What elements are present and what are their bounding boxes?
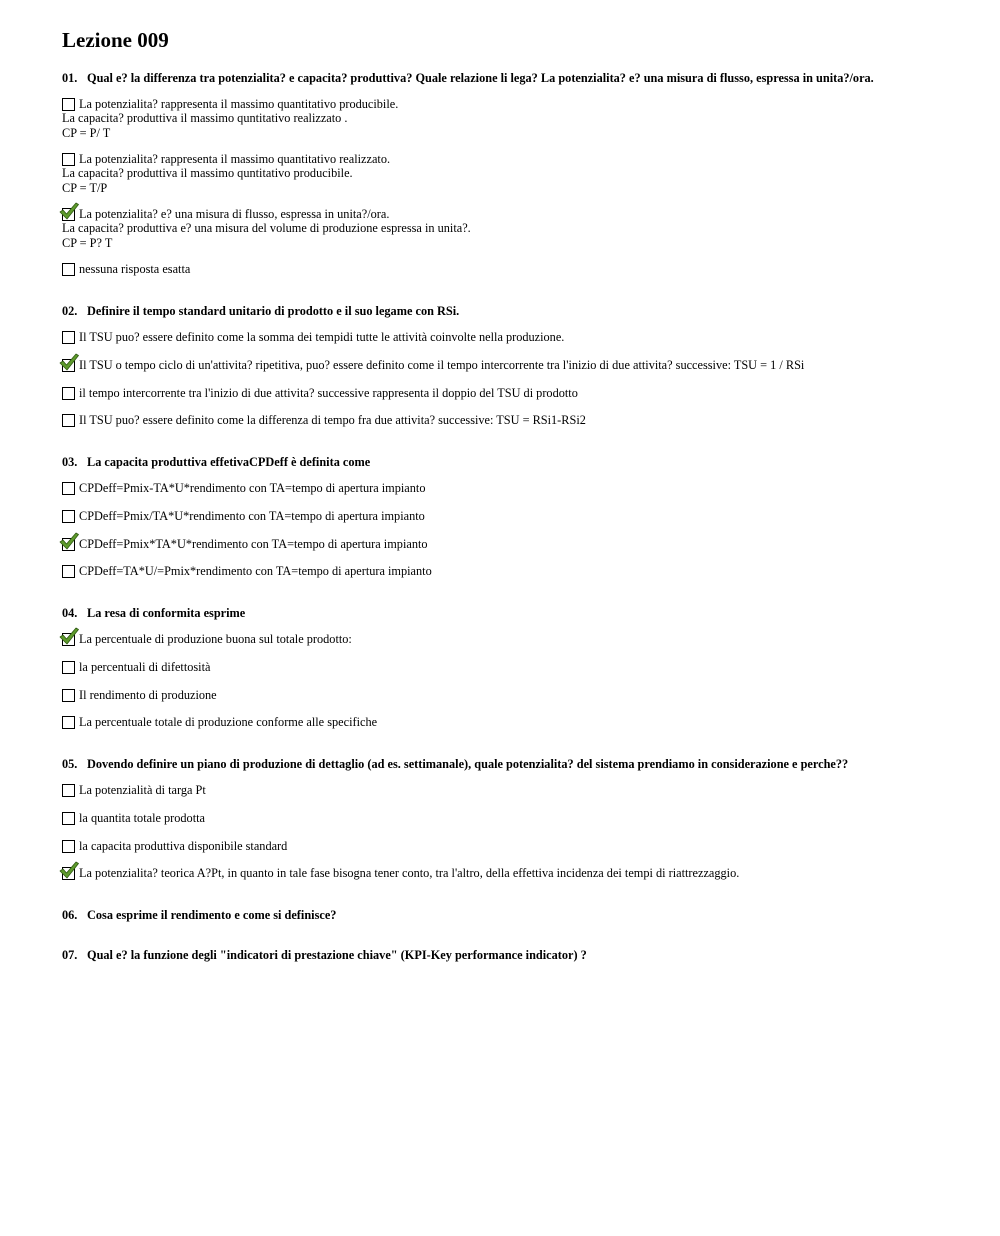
answer-text-line: La potenzialita? teorica A?Pt, in quanto in tale fase bisogna tener conto, tra l'altro, della effettiva incidenza dei tempi di riattrezzaggio. — [79, 866, 740, 880]
answer-checkbox[interactable] — [62, 387, 75, 400]
answer-option[interactable] — [62, 97, 398, 140]
answer-option[interactable] — [62, 660, 210, 674]
question-number: 05. — [62, 757, 78, 771]
answer-text-line: La potenzialita? rappresenta il massimo quantitativo realizzato. — [79, 152, 391, 166]
answer-checkbox[interactable] — [62, 689, 75, 702]
answer-checkbox[interactable] — [62, 784, 75, 797]
answer-text-line: La potenzialita? e? una misura di flusso, espressa in unita?/ora. — [79, 207, 390, 221]
question-number: 04. — [62, 606, 78, 620]
question-4 — [62, 606, 245, 621]
answer-text-line: La potenzialità di targa Pt — [79, 783, 206, 797]
answer-checkbox[interactable] — [62, 716, 75, 729]
answer-text-line: La capacita? produttiva il massimo quntitativo producibile. — [62, 166, 353, 181]
answer-text-line: CPDeff=Pmix*TA*U*rendimento con TA=tempo di apertura impianto — [79, 537, 428, 551]
question-number: 06. — [62, 908, 78, 922]
answer-checkbox[interactable] — [62, 482, 75, 495]
answer-text-line: La capacita? produttiva e? una misura del volume di produzione espressa in unita?. — [62, 221, 471, 236]
answer-text-line: CP = P? T — [62, 235, 113, 250]
answer-text-line: CPDeff=Pmix-TA*U*rendimento con TA=tempo di apertura impianto — [79, 481, 426, 495]
answer-option[interactable] — [62, 564, 432, 578]
answer-option[interactable] — [62, 783, 206, 797]
question-number: 01. — [62, 71, 78, 85]
answer-text-line: nessuna risposta esatta — [79, 262, 191, 276]
answer-option[interactable] — [62, 358, 804, 372]
question-6 — [62, 908, 336, 923]
answer-text-line: la percentuali di difettosità — [79, 660, 211, 674]
answer-option[interactable] — [62, 330, 564, 344]
answer-option[interactable] — [62, 632, 352, 646]
answer-option[interactable] — [62, 207, 471, 250]
answer-option[interactable] — [62, 413, 586, 427]
answer-text-line: La capacita? produttiva il massimo quntitativo realizzato . — [62, 111, 348, 126]
answer-text-line: CPDeff=TA*U/=Pmix*rendimento con TA=tempo di apertura impianto — [79, 564, 432, 578]
answer-option[interactable] — [62, 152, 390, 195]
answer-option[interactable] — [62, 537, 428, 551]
question-5 — [62, 757, 848, 772]
answer-option[interactable] — [62, 811, 205, 825]
question-text: Definire il tempo standard unitario di prodotto e il suo legame con RSi. — [87, 304, 460, 318]
answer-checkbox[interactable] — [62, 812, 75, 825]
answer-option[interactable] — [62, 509, 425, 523]
answer-checkbox[interactable] — [62, 565, 75, 578]
answer-text-line: la capacita produttiva disponibile standard — [79, 839, 288, 853]
question-7 — [62, 948, 587, 963]
checkmark-icon — [59, 353, 79, 371]
answer-text-line: il tempo intercorrente tra l'inizio di due attivita? successive rappresenta il doppio del TSU di prodotto — [79, 386, 578, 400]
answer-text-line: La percentuale di produzione buona sul totale prodotto: — [79, 632, 352, 646]
question-1 — [62, 71, 874, 86]
answer-text-line: la quantita totale prodotta — [79, 811, 206, 825]
question-3 — [62, 455, 370, 470]
checkmark-icon — [59, 861, 79, 879]
answer-option[interactable] — [62, 715, 377, 729]
answer-text-line: Il rendimento di produzione — [79, 688, 217, 702]
page-title: Lezione 009 — [62, 28, 169, 52]
answer-checkbox[interactable] — [62, 98, 75, 111]
answer-option[interactable] — [62, 386, 578, 400]
answer-text-line: CP = P/ T — [62, 125, 111, 140]
answer-text-line: Il TSU o tempo ciclo di un'attivita? ripetitiva, puo? essere definito come il tempo intercorrente tra l'inizio di due attivita? successive: TSU = 1 / RSi — [79, 358, 805, 372]
question-text: Dovendo definire un piano di produzione di dettaglio (ad es. settimanale), quale potenzialita? del sistema prendiamo in considerazione e perche?? — [87, 757, 849, 771]
question-text: Cosa esprime il rendimento e come si definisce? — [87, 908, 337, 922]
answer-checkbox[interactable] — [62, 414, 75, 427]
answer-option[interactable] — [62, 866, 739, 880]
answer-option[interactable] — [62, 262, 190, 276]
answer-text-line: CP = T/P — [62, 180, 108, 195]
question-number: 03. — [62, 455, 78, 469]
question-2 — [62, 304, 459, 319]
question-text: La capacita produttiva effetivaCPDeff è definita come — [87, 455, 371, 469]
answer-text-line: Il TSU puo? essere definito come la somma dei tempidi tutte le attività coinvolte nella produzione. — [79, 330, 565, 344]
answer-text-line: La potenzialita? rappresenta il massimo quantitativo producibile. — [79, 97, 399, 111]
answer-option[interactable] — [62, 688, 217, 702]
answer-checkbox[interactable] — [62, 331, 75, 344]
question-number: 02. — [62, 304, 78, 318]
question-text: Qual e? la differenza tra potenzialita? e capacita? produttiva? Quale relazione li lega? La potenzialita? e? una misura di flusso, espressa in unita?/ora. — [87, 71, 874, 85]
answer-checkbox[interactable] — [62, 263, 75, 276]
answer-checkbox[interactable] — [62, 153, 75, 166]
answer-text-line: CPDeff=Pmix/TA*U*rendimento con TA=tempo di apertura impianto — [79, 509, 425, 523]
answer-checkbox[interactable] — [62, 510, 75, 523]
checkmark-icon — [59, 532, 79, 550]
question-text: La resa di conformita esprime — [87, 606, 246, 620]
question-number: 07. — [62, 948, 78, 962]
answer-checkbox[interactable] — [62, 840, 75, 853]
answer-text-line: Il TSU puo? essere definito come la differenza di tempo fra due attivita? successive: TSU = RSi1-RSi2 — [79, 413, 586, 427]
answer-option[interactable] — [62, 839, 287, 853]
checkmark-icon — [59, 627, 79, 645]
answer-option[interactable] — [62, 481, 425, 495]
answer-text-line: La percentuale totale di produzione conforme alle specifiche — [79, 715, 378, 729]
question-text: Qual e? la funzione degli "indicatori di prestazione chiave" (KPI-Key performance indicator) ? — [87, 948, 587, 962]
answer-checkbox[interactable] — [62, 661, 75, 674]
checkmark-icon — [59, 202, 79, 220]
